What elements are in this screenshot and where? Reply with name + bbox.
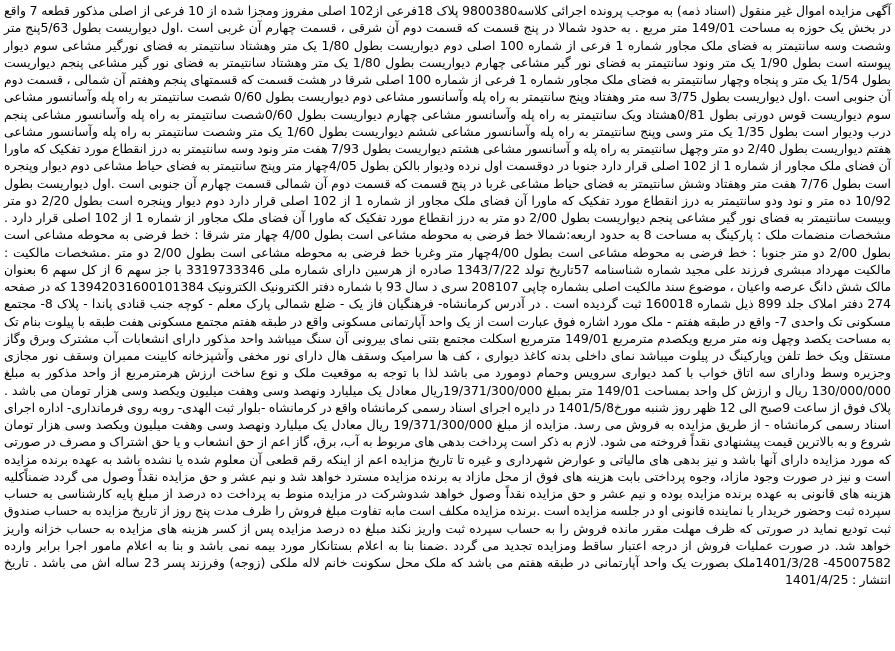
- auction-notice-text: آگهی مزایده اموال غیر منقول (اسناد ذمه) به موجب پرونده اجرائی کلاسه9800380 پلاک 18فرعی از102 اصلی مفروز ومجزا شده از 10 فرعی از اصلی مذکور قطعه 7 واقع در بخش یک حوزه به مساحت 149/01 متر مربع . به حدود شمالا در پنج قسمت که قسمت دوم آن شرقی ، قسمت چهارم آن غربی است .اول دیواریست بطول 5/63پنج متر وشصت وسه سانتیمتر به فضای ملک مجاور شماره 1 فرعی از شماره 100 اصلی دوم دیواریست بطول 1/80 یک متر وهشتاد سانتیمتر به فضای نورگیر مشاعی سوم دیوار پیوسته است بطول 1/90 یک متر ونود سانتیمتر به فضای نور گیر مشاعی چهارم دیواریست بطول 1/80 یک متر وهشتاد سانتیمتر به فضای نور گیر مشاعی پنجم دیواریست بطول 1/54 یک متر و پنجاه وچهار سانتیمتر به فضای ملک مجاور شماره 1 فرعی از شماره 100 اصلی شرقا در هشت قسمت که قسمتهای پنجم وهفتم آن شمالی ، قسمت دوم آن جنوبی است .اول دیواریست بطول 3/75 سه متر وهفتاد وپنج سانتیمتر به راه پله وآسانسور مشاعی دوم دیواریست بطول 0/60 شصت سانتیمتر به راه پله وآسانسور مشاعی سوم دیواریست قوس دورنی بطول 0/81هشتاد ویک سانتیمتر به راه پله وآسانسور مشاعی چهارم دیواریست بطول 0/60شصت سانتیمتر به راه پله وآسانسور مشاعی پنجم درب ودیوار است بطول 1/35 یک متر وسی وپنج سانتیمتر به راه پله وآسانسور مشاعی ششم دیواریست بطول 1/60 یک متر وشصت سانتیمتر به راه پله وآسانسور مشاعی هفتم دیواریست بطول 2/40 دو متر وچهل سانتیمتر به راه پله و آسانسور مشاعی هشتم دیواریست بطول 7/93 هفت متر ونود وسه سانتیمتر به درز انقطاع مورد تفکیک که ماورا آن فضای ملک مجاور از شماره 1 از 102 اصلی قرار دارد جنوبا در دوقسمت اول نرده ودیوار بالکن بطول 4/05چهار متر وپنج سانتیمتر به فضای حیاط مشاعی دوم دیوار وپنجره است بطول 7/76 هفت متر وهفتاد وشش سانتیمتر به فضای حیاط مشاعی غربا در پنج قسمت که قسمت دوم آن شمالی قسمت چهارم آن جنوبی است .اول دیواریست بطول 10/92 ده متر و نود ودو سانتیمتر به درز انقطاع مورد تفکیک که ماورا آن فضای ملک مجاور از شماره 1 از 102 اصلی قرار دارد دوم دیوار وپنجره است بطول 2/20 دو متر وبیست سانتیمتر به فضای نور گیر مشاعی پنجم دیواریست بطول 2/00 دو متر به درز انقطاع مورد تفکیک که ماورا آن فضای ملک مجاور از شماره 1 از 102 اصلی قرار دارد . مشخصات منضمات ملک : پارکینگ به مساحت 8 به حدود اربعه:شمالا خط فرضی به محوطه مشاعی است بطول 4/00 چهار متر شرقا : خط فرضی به محوطه مشاعی است بطول 2/00 دو متر جنوبا : خط فرضی به محوطه مشاعی است بطول 4/00چهار متر وغربا خط فرضی به محوطه مشاعی است بطول 2/00 دو متر .مشخصات مالکیت : مالکیت مهرداد مبشری فرزند علی مجید شماره شناسنامه 57تاریخ تولد 1343/7/22 صادره از هرسین دارای شماره ملی 3319733346 با جز سهم 6 از کل سهم 6 بعنوان مالک شش دانگ عرصه واعیان ، موضوع سند مالکیت اصلی بشماره چاپی 208107 سری د سال 93 با شماره دفتر الکترونیک الکترونیک 13942031600101384 که در صفحه 274 دفتر املاک جلد 899 ذیل شماره 160018 ثبت گردیده است . در آدرس کرمانشاه- فرهنگیان فاز یک - ضلع شمالی پارک معلم - کوچه جنب قنادی پاندا - پلاک 8- مجتمع مسکونی تک واحدی 7- واقع در طبقه هفتم - ملک مورد اشاره فوق عبارت است از یک واحد آپارتمانی مسکونی واقع در طبقه هفتم مجتمع مسکونی هفت طبقه با پیلوت بنام تک به مساحت یکصد وچهل ونه متر مربع ویکصدم مترمربع 149/01 مترمربع اسکلت مجتمع بتنی نمای بیرونی آن سنگ میباشد واحد مذکور دارای انشعابات آب مشترک وبرق وگاز مستقل ویک خط تلفن وپارکینگ در پیلوت میباشد نمای داخلی بدنه کاغذ دیواری ، کف ها سرامیک وسقف هال دارای نور مخفی وآشپزخانه کابینت ممبران وسقف نور مجازی وجزیره وسط ودارای سه اتاق خواب با کمد دیواری سرویس وحمام دومورد می باشد لذا با توجه به موقعیت ملک و نوع ساخت ارزش هرمترمربع از واحد مذکور به مبلغ 130/000/000 ریال و ارزش کل واحد بمساحت 149/01 متر بمبلغ 19/371/300/000ریال معادل یک میلیارد ونهصد وسی وهفت میلیون ویکصد وسی هزار تومان می باشد . پلاک فوق از ساعت 9صبح الی 12 ظهر روز شنبه مورخ1401/5/8 در دایره اجرای اسناد رسمی کرمانشاه واقع در کرمانشاه -بلوار ثبت الهدی- روبه روی فرمانداری- اداره اجرای اسناد رسمی کرمانشاه - از طریق مزایده به فروش می رسد. مزایده از مبلغ 19/371/300/000 ریال معادل یک میلیارد ونهصد وسی وهفت میلیون ویکصد وسی هزار تومان شروع و به بالاترین قیمت پیشنهادی نقداً فروخته می شود. لازم به ذکر است پرداخت بدهی های مربوط به آب، برق، گاز اعم از حق انشعاب و یا حق اشتراک و مصرف در صورتی که مورد مزایده دارای آنها باشد و نیز بدهی های مالیاتی و عوارض شهرداری و غیره تا تاریخ مزایده اعم از اینکه رقم قطعی آن معلوم شده یا نشده باشد به عهده برنده مزایده است و نیز در صورت وجود مازاد، وجوه پرداختی بابت هزینه های فوق از محل مازاد به برنده مزایده مسترد خواهد شد و نیم عشر و حق مزایده نقداً وصول می گردد ضمناًکلیه هزینه های قانونی به عهده برنده مزایده بوده و نیم عشر و حق مزایده نقداً وصول خواهد شدوشرکت در مزایده منوط به پرداخت ده درصد از مبلغ پایه کارشناسی به حساب سپرده ثبت وحضور خریدار یا نماینده قانونی او در جلسه مزایده است .برنده مزایده مکلف است مابه تفاوت مبلغ فروش را ظرف مدت پنج روز از تاریخ مزایده به حساب صندوق ثبت تودیع نماید در صورتی که ظرف مهلت مقرر مانده فروش را به حساب سپرده ثبت واریز نکند مبلغ ده درصد مزایده پس از کسر هزینه های مزایده به حساب خزانه واریز خواهد شد. در صورت عملیات فروش از درجه اعتبار ساقط ومزایده تجدید می گردد .ضمنا بنا به اعلام بستانکار مورد بیمه نمی باشد و بنا به اعلام مامور اجرا برابر وارده 45007582- 1401/3/28ملک بصورت یک واحد آپارتمانی در طبقه هفتم می باشد که ملک محل سکونت خانم لاله ملکی (زوجه) وفرزند پسر 23 ساله اش می باشد . تاریخ انتشار : 1401/4/25: [4, 3, 892, 588]
